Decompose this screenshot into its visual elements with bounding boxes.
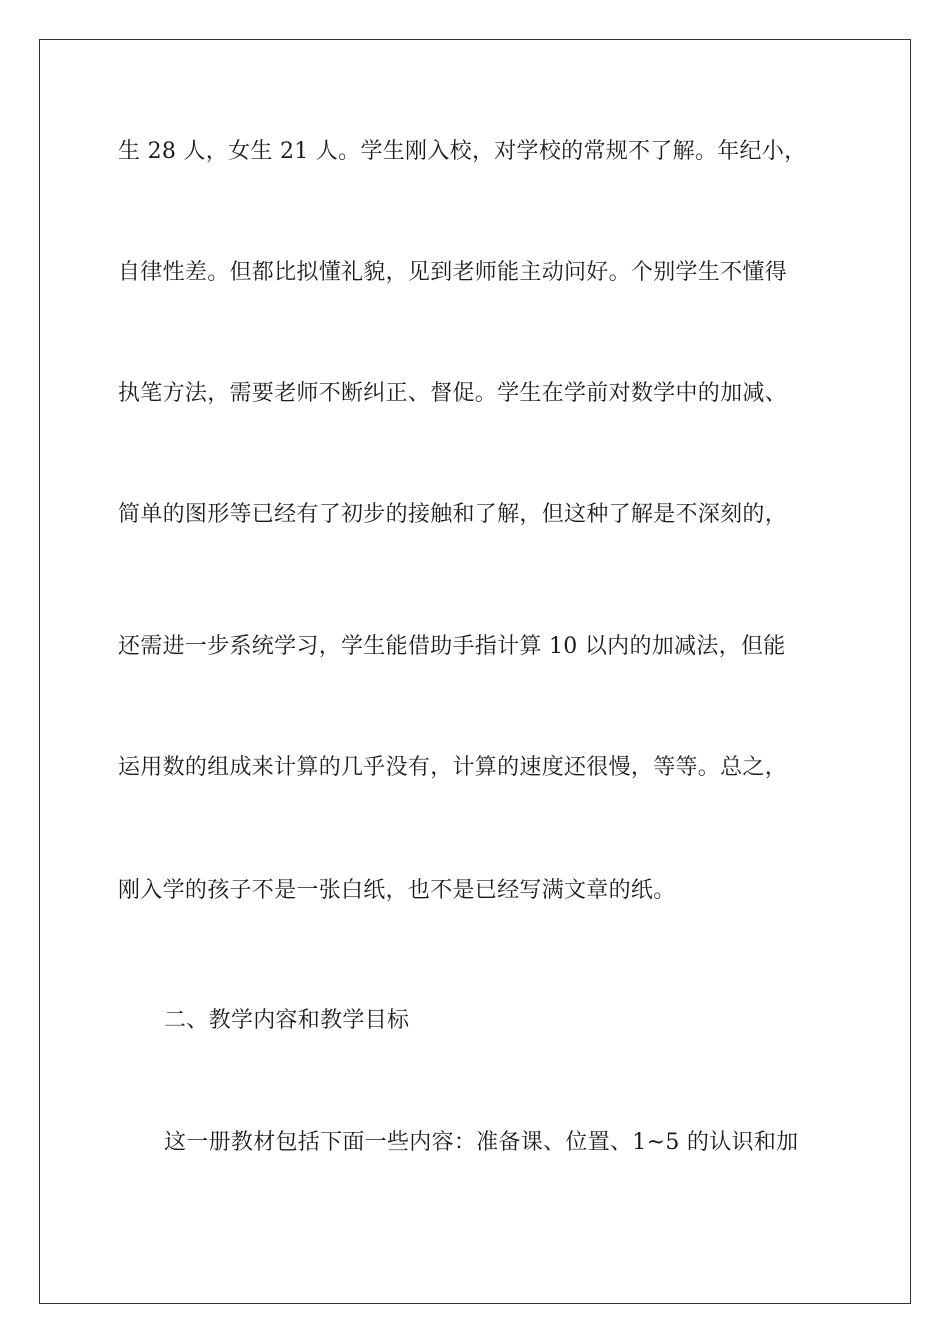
paragraph-line-3: 执笔方法，需要老师不断纠正、督促。学生在学前对数学中的加减、 (118, 381, 788, 406)
paragraph-line-4: 简单的图形等已经有了初步的接触和了解，但这种了解是不深刻的， (118, 502, 788, 527)
paragraph-line-5: 还需进一步系统学习，学生能借助手指计算 10 以内的加减法，但能 (118, 634, 786, 659)
paragraph-line-7: 刚入学的孩子不是一张白纸，也不是已经写满文章的纸。 (118, 878, 676, 903)
section-intro-line: 这一册教材包括下面一些内容：准备课、位置、1~5 的认识和加 (164, 1130, 799, 1155)
section-heading: 二、教学内容和教学目标 (164, 1008, 410, 1033)
paragraph-line-6: 运用数的组成来计算的几乎没有，计算的速度还很慢，等等。总之， (118, 755, 788, 780)
paragraph-line-1: 生 28 人，女生 21 人。学生刚入校，对学校的常规不了解。年纪小， (118, 139, 807, 164)
paragraph-line-2: 自律性差。但都比拟懂礼貌，见到老师能主动问好。个别学生不懂得 (118, 260, 788, 285)
page-border (39, 39, 911, 1304)
